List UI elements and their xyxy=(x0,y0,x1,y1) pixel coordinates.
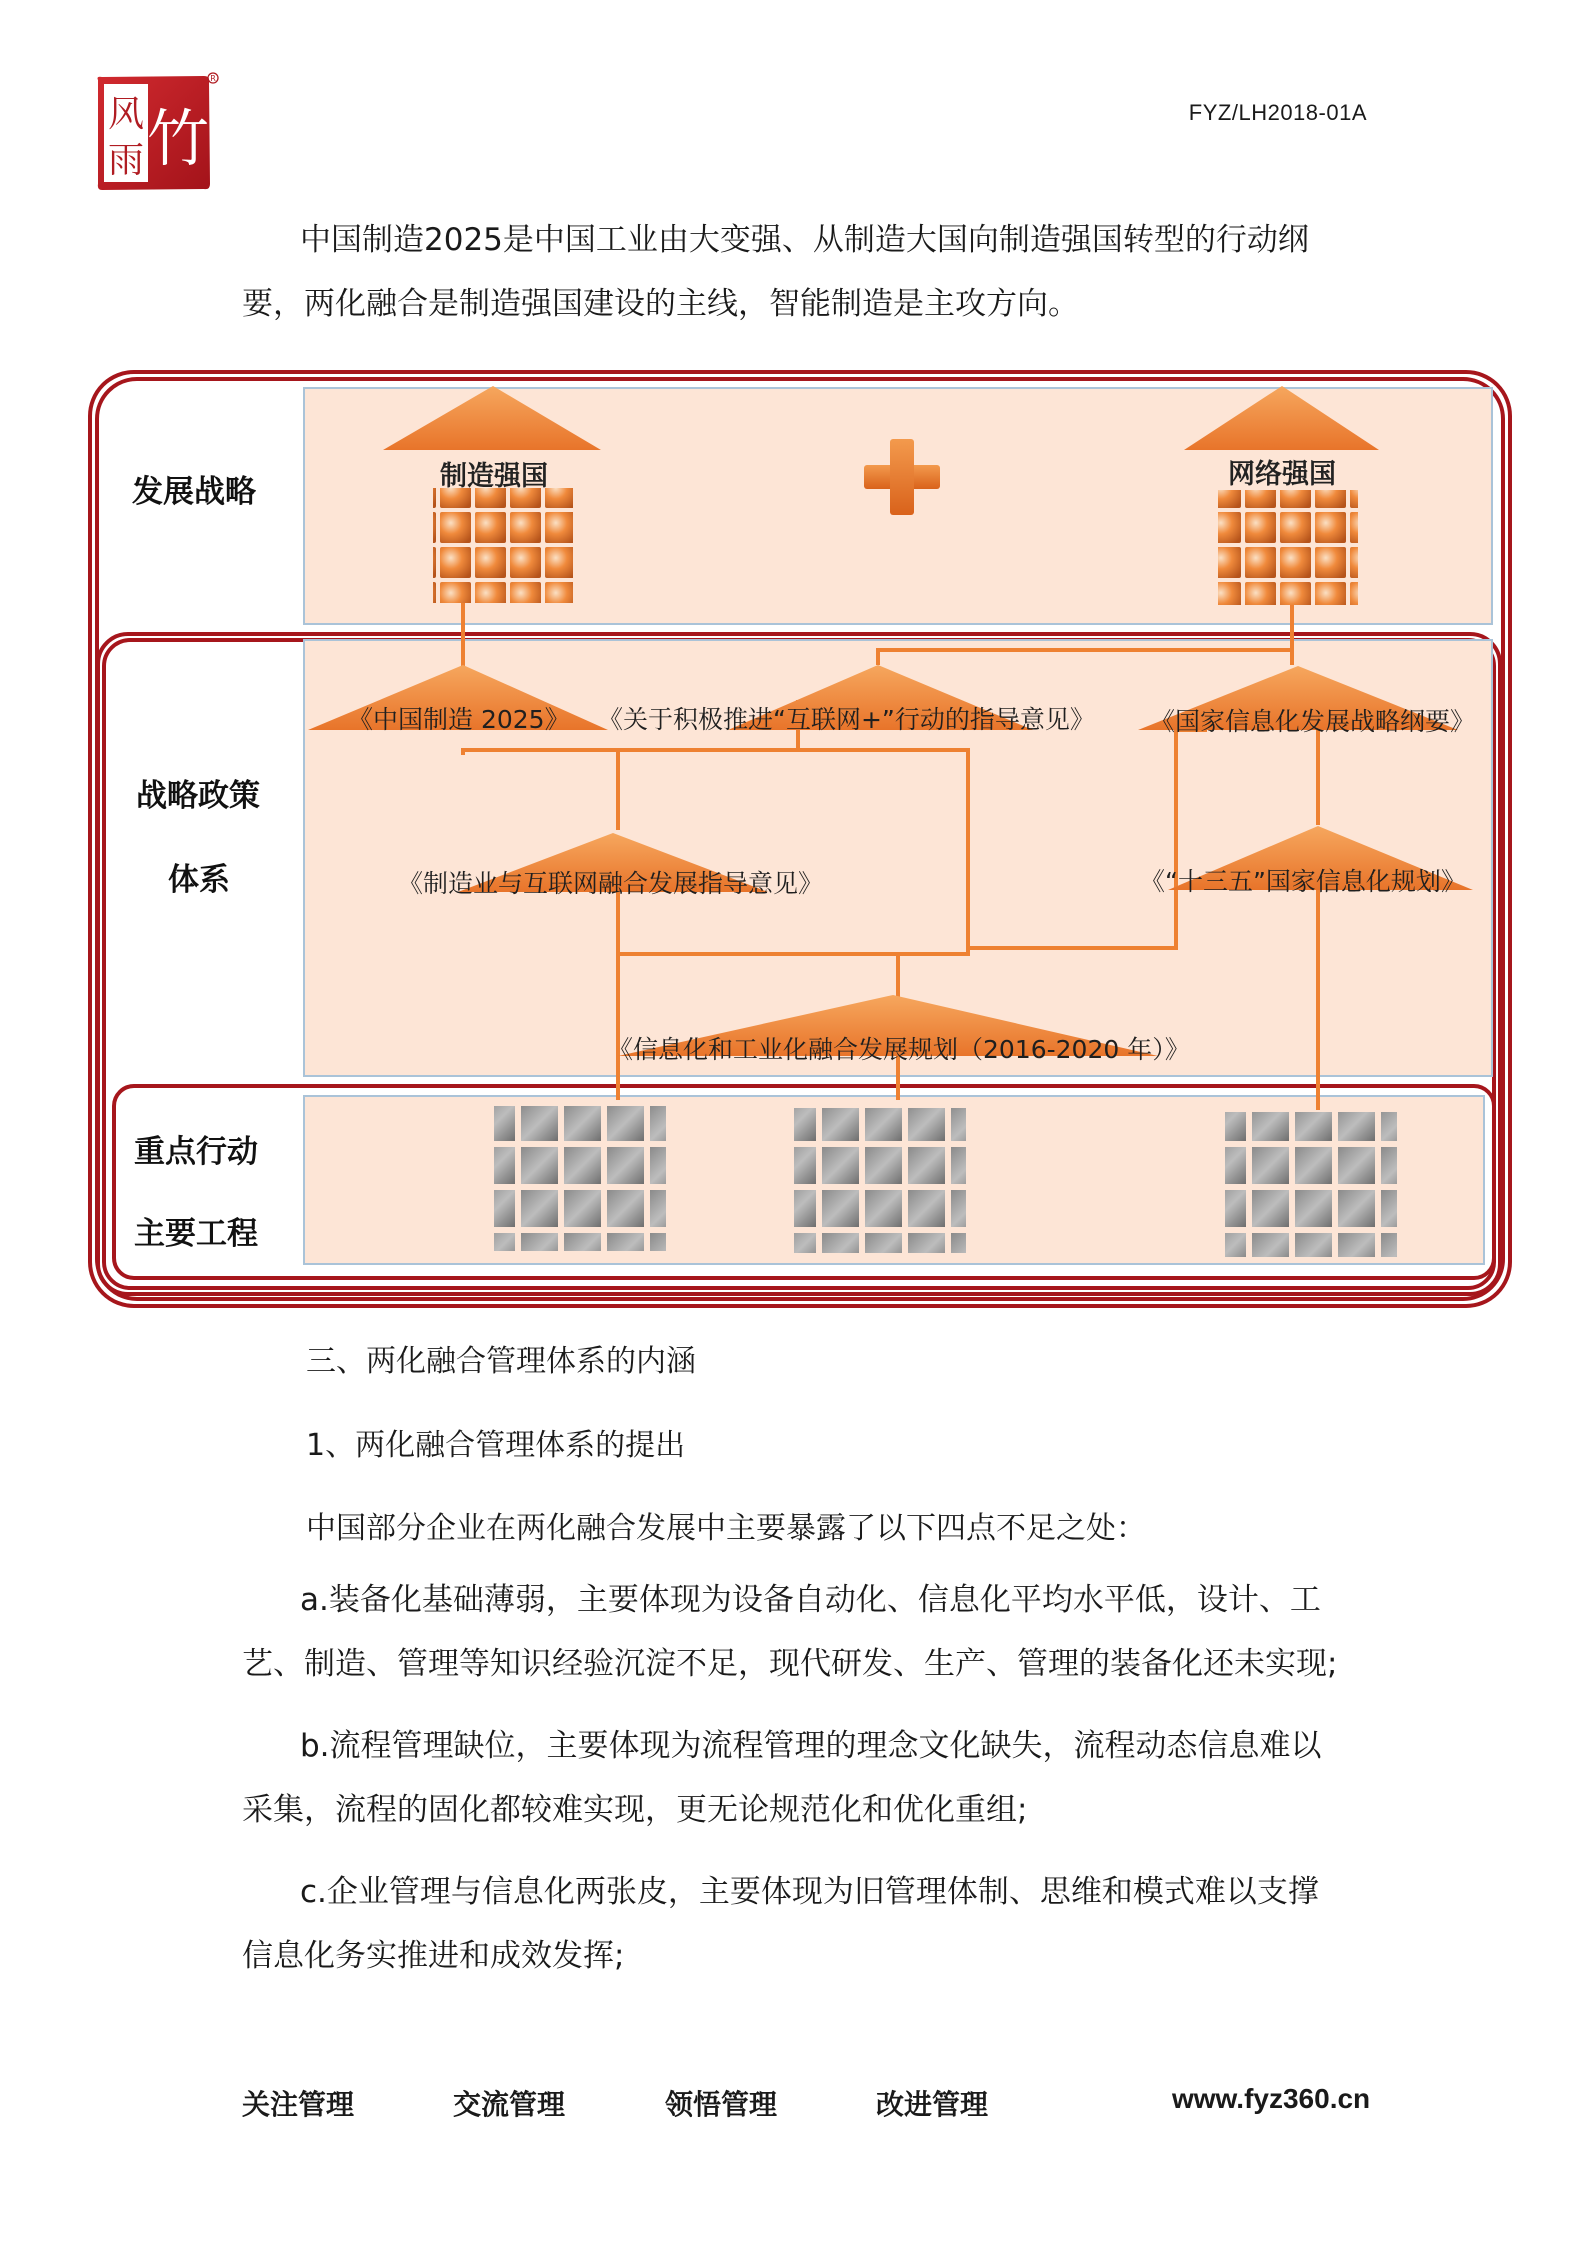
document-number: FYZ/LH2018-01A xyxy=(1188,100,1367,125)
point-b xyxy=(242,1714,1352,1842)
footer-item-exchange: 交流管理 xyxy=(453,2088,566,2121)
point-a-line-1: a.装备化基础薄弱，主要体现为设备自动化、信息化平均水平低，设计、工 xyxy=(300,1582,1321,1618)
policy-framework-diagram xyxy=(88,370,1512,1310)
sub-heading: 1、两化融合管理体系的提出 xyxy=(306,1428,686,1463)
section-heading: 三、两化融合管理体系的内涵 xyxy=(306,1344,696,1379)
row-label-policy-1: 战略政策 xyxy=(136,778,260,814)
point-c-line-1: c.企业管理与信息化两张皮，主要体现为旧管理体制、思维和模式难以支撑 xyxy=(300,1874,1319,1910)
doc-national-info: 《国家信息化发展战略纲要》 xyxy=(1150,707,1476,736)
logo-char-yu: 雨 xyxy=(107,140,145,181)
action-block-3 xyxy=(1225,1112,1397,1257)
svg-text:R: R xyxy=(210,74,216,83)
intro-line-1: 中国制造2025是中国工业由大变强、从制造大国向制造强国转型的行动纲 xyxy=(300,222,1309,258)
house-title-manufacturing: 制造强国 xyxy=(440,461,548,492)
intro-statement: 中国部分企业在两化融合发展中主要暴露了以下四点不足之处： xyxy=(306,1511,1146,1546)
row-label-strategy: 发展战略 xyxy=(132,474,256,510)
row-label-action-1: 重点行动 xyxy=(134,1134,258,1170)
footer-item-improve: 改进管理 xyxy=(876,2088,989,2121)
action-block-1 xyxy=(494,1106,666,1251)
footer-website-link[interactable]: www.fyz360.cn xyxy=(1172,2083,1371,2114)
company-logo xyxy=(92,72,220,196)
doc-internet-plus: 《关于积极推进“互联网+”行动的指导意见》 xyxy=(598,705,1095,734)
point-b-line-2: 采集，流程的固化都较难实现，更无论规范化和优化重组; xyxy=(242,1792,1028,1828)
footer-item-follow: 关注管理 xyxy=(242,2088,355,2121)
point-c xyxy=(242,1860,1352,1988)
footer-item-comprehend: 领悟管理 xyxy=(665,2088,778,2121)
diagram-graphics xyxy=(88,370,1512,1310)
action-blocks xyxy=(494,1106,1397,1257)
point-a xyxy=(242,1568,1352,1696)
point-c-line-2: 信息化务实推进和成效发挥; xyxy=(242,1938,625,1974)
action-block-2 xyxy=(794,1108,966,1253)
row-label-policy-2: 体系 xyxy=(168,862,230,898)
row-label-action-2: 主要工程 xyxy=(134,1216,258,1252)
doc-integration-plan: 《信息化和工业化融合发展规划（2016-2020 年）》 xyxy=(608,1035,1190,1064)
logo-char-zhu: 竹 xyxy=(146,102,210,175)
doc-manufacturing-internet: 《制造业与互联网融合发展指导意见》 xyxy=(398,869,824,898)
logo-seal-icon xyxy=(92,72,220,196)
point-b-line-1: b.流程管理缺位，主要体现为流程管理的理念文化缺失，流程动态信息难以 xyxy=(300,1728,1322,1764)
logo-char-feng: 风 xyxy=(107,94,145,135)
house-title-network: 网络强国 xyxy=(1228,459,1336,490)
doc-thirteenth-five: 《“十三五”国家信息化规划》 xyxy=(1140,867,1466,896)
intro-paragraph xyxy=(242,208,1352,336)
point-a-line-2: 艺、制造、管理等知识经验沉淀不足，现代研发、生产、管理的装备化还未实现; xyxy=(242,1646,1338,1682)
intro-line-2: 要，两化融合是制造强国建设的主线，智能制造是主攻方向。 xyxy=(242,286,1079,322)
doc-made-in-china: 《中国制造 2025》 xyxy=(348,705,570,734)
